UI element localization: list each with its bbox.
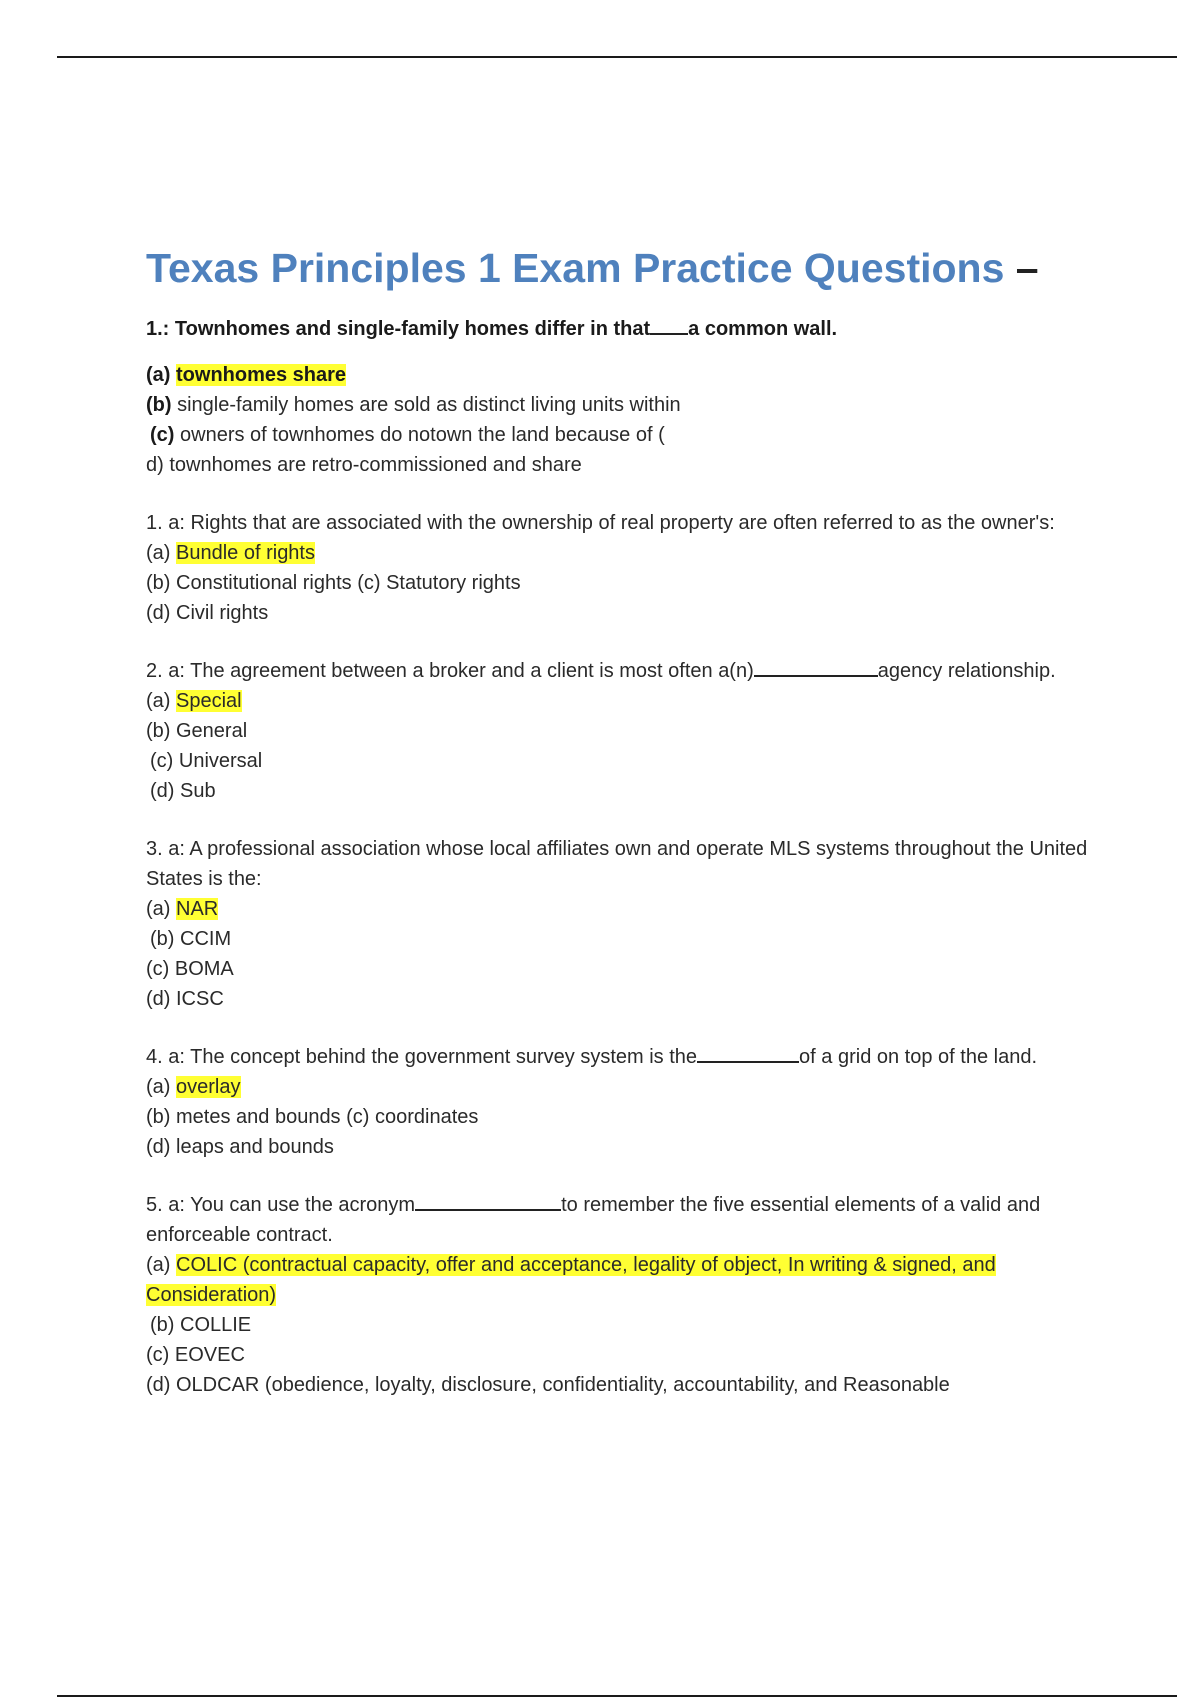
- option-a: (a) overlay: [146, 1076, 241, 1098]
- correct-answer-highlight: Special: [176, 690, 242, 712]
- question-stem: 4. a: The concept behind the government survey system is the of a grid on top of the land.: [146, 1042, 1096, 1072]
- option-d: (d) ICSC: [146, 988, 224, 1010]
- correct-answer-highlight: COLIC (contractual capacity, offer and acceptance, legality of object, In writing & signed, and Consideration): [146, 1254, 996, 1306]
- top-rule: [57, 56, 1177, 58]
- correct-answer-highlight: overlay: [176, 1076, 241, 1098]
- question-1-intro: [146, 314, 1096, 480]
- question-5a: [146, 1190, 1096, 1400]
- option-b: (b) metes and bounds (c) coordinates: [146, 1106, 479, 1128]
- option-a: (a) townhomes share: [146, 364, 347, 386]
- option-d: d) townhomes are retro-commissioned and share: [146, 454, 582, 476]
- option-b: (b) Constitutional rights (c) Statutory rights: [146, 572, 521, 594]
- title-text: Texas Principles 1 Exam Practice Questions: [146, 245, 1005, 291]
- option-c: (c) Universal: [150, 750, 263, 772]
- title-dash: –: [1015, 245, 1039, 291]
- option-a: (a) Special: [146, 690, 242, 712]
- option-b: (b) COLLIE: [150, 1314, 252, 1336]
- question-stem: 5. a: You can use the acronym to remember the five essential elements of a valid and enforceable contract.: [146, 1190, 1096, 1250]
- correct-answer-highlight: Bundle of rights: [176, 542, 315, 564]
- correct-answer-highlight: townhomes share: [176, 364, 347, 386]
- question-stem: 1. a: Rights that are associated with the ownership of real property are often referred to as the owner's:: [146, 512, 1055, 534]
- option-a: (a) Bundle of rights: [146, 542, 315, 564]
- question-stem: 1.: Townhomes and single-family homes differ in that a common wall.: [146, 314, 1096, 344]
- option-a: (a) COLIC (contractual capacity, offer and acceptance, legality of object, In writing & signed, and Consideration): [146, 1254, 996, 1306]
- page-title: [146, 240, 1096, 296]
- option-c: (c) BOMA: [146, 958, 234, 980]
- page-content: [146, 240, 1096, 1400]
- question-2a: [146, 656, 1096, 806]
- answer-blank: [754, 657, 878, 677]
- bottom-rule: [57, 1695, 1177, 1697]
- option-d: (d) Sub: [150, 780, 216, 802]
- answer-blank: [415, 1191, 561, 1211]
- option-c: (c) owners of townhomes do notown the land because of (: [150, 424, 665, 446]
- option-d: (d) Civil rights: [146, 602, 269, 624]
- question-1a: [146, 508, 1096, 628]
- option-a: (a) NAR: [146, 898, 219, 920]
- option-c: (c) EOVEC: [146, 1344, 245, 1366]
- option-b: (b) General: [146, 720, 248, 742]
- option-d: (d) leaps and bounds: [146, 1136, 334, 1158]
- option-d: (d) OLDCAR (obedience, loyalty, disclosure, confidentiality, accountability, and Reasonable: [146, 1374, 950, 1396]
- option-b: (b) single-family homes are sold as distinct living units within: [146, 394, 681, 416]
- question-stem: 2. a: The agreement between a broker and a client is most often a(n) agency relationship.: [146, 656, 1096, 686]
- correct-answer-highlight: NAR: [176, 898, 219, 920]
- question-4a: [146, 1042, 1096, 1162]
- question-3a: [146, 834, 1096, 1014]
- answer-blank: [697, 1043, 799, 1063]
- option-b: (b) CCIM: [150, 928, 232, 950]
- question-stem: 3. a: A professional association whose local affiliates own and operate MLS systems throughout the United States is the:: [146, 838, 1088, 890]
- answer-blank: [650, 315, 688, 335]
